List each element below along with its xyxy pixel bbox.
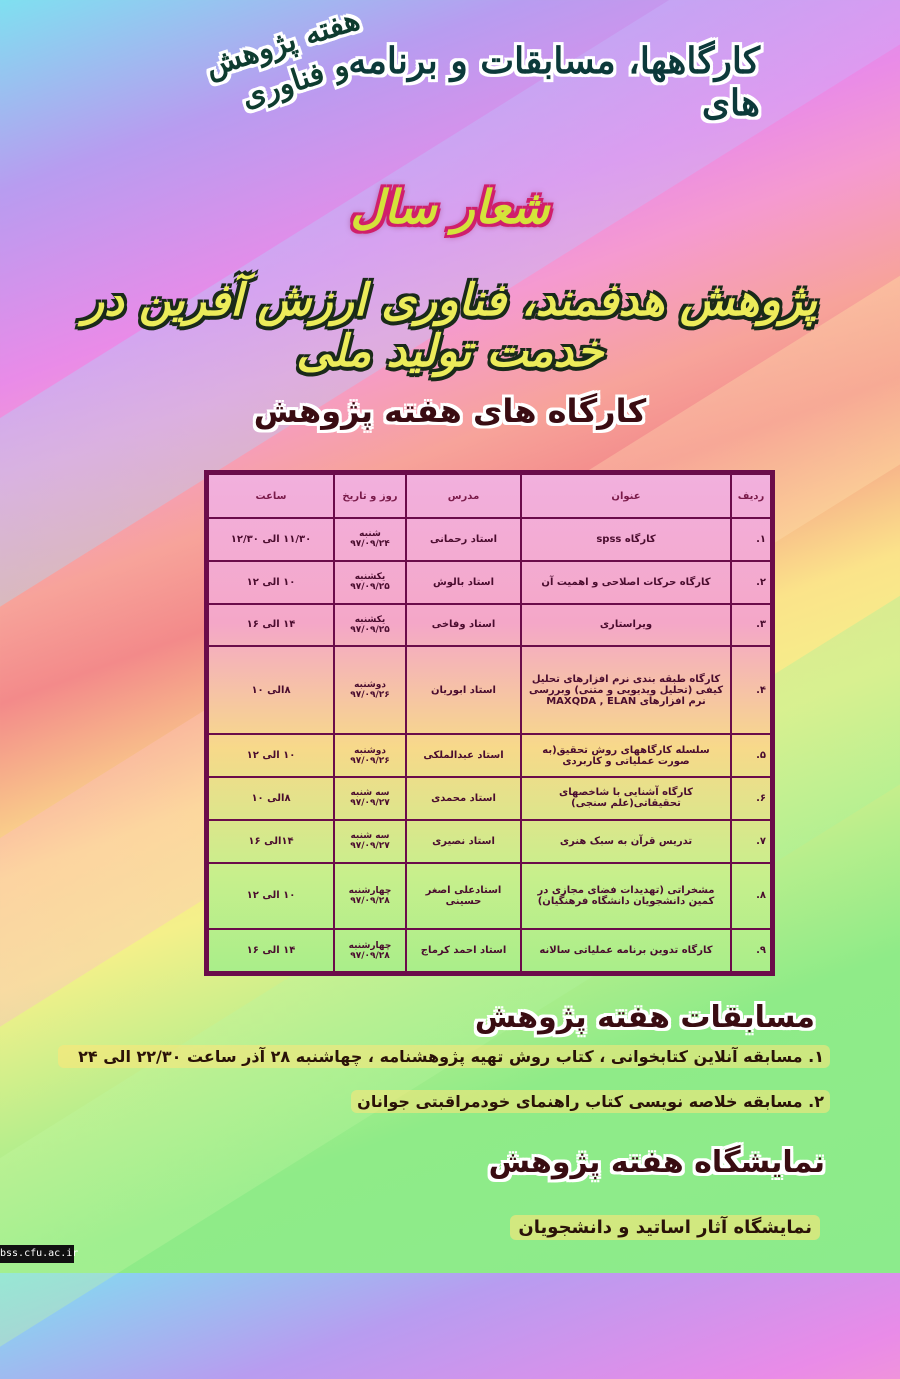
workshop-time: ۱۰ الی ۱۲ (208, 561, 334, 604)
col-header-date: روز و تاریخ (334, 474, 406, 518)
exhibition-title: نمایشگاه هفته پژوهش (488, 1145, 825, 1180)
workshop-time: ۱۰ الی ۱۲ (208, 734, 334, 777)
workshop-teacher: استاد احمد کرماج (406, 929, 521, 972)
slogan-label: شعار سال (350, 180, 550, 234)
workshop-time: ۱۱/۳۰ الی ۱۲/۳۰ (208, 518, 334, 561)
competition-item: ۲. مسابقه خلاصه نویسی کتاب راهنمای خودمراقبتی جوانان (351, 1090, 830, 1113)
workshop-time: ۱۴الی ۱۶ (208, 820, 334, 863)
workshop-teacher: استاد نصیری (406, 820, 521, 863)
workshop-teacher: استاد عبدالملکی (406, 734, 521, 777)
slogan-text: پژوهش هدفمند، فناوری ارزش آفرین در خدمت تولید ملی (82, 275, 818, 377)
col-header-row-num: ردیف (731, 474, 771, 518)
workshop-teacher: استاد ابوریان (406, 646, 521, 734)
workshop-date: چهارشنبه ۹۷/۰۹/۲۸ (334, 863, 406, 930)
competition-item: ۱. مسابقه آنلاین کتابخوانی ، کتاب روش تهیه پژوهشنامه ، چهاشنبه ۲۸ آذر ساعت ۲۲/۳۰ الی ۲۴ (58, 1045, 830, 1068)
row-num: ۸. (731, 863, 771, 930)
research-week-logo: هفته پژوهش و فناوری (200, 2, 364, 116)
table-row (208, 820, 771, 863)
workshop-title: کارگاه طبقه بندی نرم افزارهای تحلیل کیفی (تحلیل ویدیویی و متنی) وبررسی نرم افزارهای MAXQDA , ELAN (521, 646, 731, 734)
workshop-teacher: استاد محمدی (406, 777, 521, 820)
table-row (208, 518, 771, 561)
table-row (208, 929, 771, 972)
exhibition-item: نمایشگاه آثار اساتید و دانشجویان (510, 1215, 820, 1240)
row-num: ۵. (731, 734, 771, 777)
table-row (208, 734, 771, 777)
col-header-time: ساعت (208, 474, 334, 518)
table-row (208, 777, 771, 820)
workshop-time: ۱۴ الی ۱۶ (208, 604, 334, 647)
workshop-date: دوشنبه ۹۷/۰۹/۲۶ (334, 646, 406, 734)
workshop-teacher: استاد رحمانی (406, 518, 521, 561)
workshop-title: سلسله کارگاههای روش تحقیق(به صورت عملیاتی و کاربردی (521, 734, 731, 777)
workshop-date: شنبه ۹۷/۰۹/۲۴ (334, 518, 406, 561)
workshop-date: سه شنبه ۹۷/۰۹/۲۷ (334, 820, 406, 863)
table-row (208, 561, 771, 604)
workshop-title: کارگاه spss (521, 518, 731, 561)
workshop-title: کارگاه آشنایی با شاخصهای تحقیقاتی(علم سنجی) (521, 777, 731, 820)
row-num: ۶. (731, 777, 771, 820)
workshop-title: کارگاه تدوین برنامه عملیاتی سالانه (521, 929, 731, 972)
workshop-time: ۱۰ الی ۱۲ (208, 863, 334, 930)
workshop-date: سه شنبه ۹۷/۰۹/۲۷ (334, 777, 406, 820)
row-num: ۳. (731, 604, 771, 647)
row-num: ۹. (731, 929, 771, 972)
row-num: ۴. (731, 646, 771, 734)
table-row (208, 604, 771, 647)
workshop-time: ۸الی ۱۰ (208, 777, 334, 820)
table-header-row (208, 474, 771, 518)
col-header-title: عنوان (521, 474, 731, 518)
workshop-title: تدریس قرآن به سبک هنری (521, 820, 731, 863)
workshop-date: یکشنبه ۹۷/۰۹/۲۵ (334, 561, 406, 604)
workshop-time: ۸الی ۱۰ (208, 646, 334, 734)
workshops-title: کارگاه های هفته پژوهش (253, 392, 647, 430)
col-header-teacher: مدرس (406, 474, 521, 518)
site-url-label: bss.cfu.ac.ir (0, 1245, 74, 1263)
workshop-title: ویراستاری (521, 604, 731, 647)
workshop-date: چهارشنبه ۹۷/۰۹/۲۸ (334, 929, 406, 972)
workshop-date: یکشنبه ۹۷/۰۹/۲۵ (334, 604, 406, 647)
table-row (208, 863, 771, 930)
workshop-date: دوشنبه ۹۷/۰۹/۲۶ (334, 734, 406, 777)
workshop-teacher: استادعلی اصغر حسینی (406, 863, 521, 930)
workshop-teacher: استاد بالوش (406, 561, 521, 604)
row-num: ۷. (731, 820, 771, 863)
workshop-teacher: استاد وفاخی (406, 604, 521, 647)
competitions-title: مسابقات هفته پژوهش (474, 1000, 815, 1035)
workshop-time: ۱۴ الی ۱۶ (208, 929, 334, 972)
row-num: ۲. (731, 561, 771, 604)
row-num: ۱. (731, 518, 771, 561)
table-row (208, 646, 771, 734)
workshop-title: مشخراتی (تهدیدات فضای مجازی در کمین دانشجویان دانشگاه فرهنگیان) (521, 863, 731, 930)
workshops-table (204, 470, 775, 976)
header-title: کارگاهها، مسابقات و برنامه های (348, 40, 760, 124)
workshop-title: کارگاه حرکات اصلاحی و اهمیت آن (521, 561, 731, 604)
